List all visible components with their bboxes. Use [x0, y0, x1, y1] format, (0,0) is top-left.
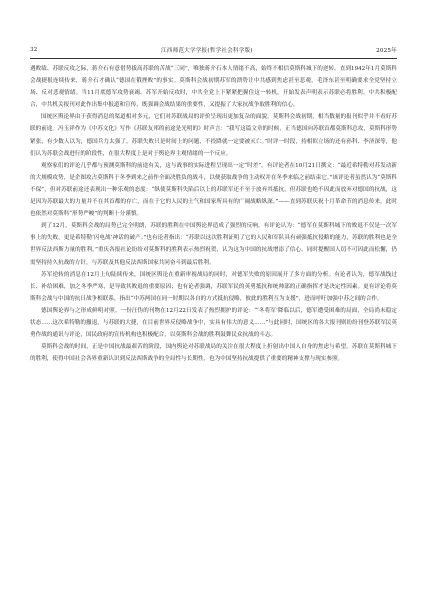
issue-year: 2025年	[376, 48, 397, 54]
paragraph: 国统区舆论界由于获得消息的渠道相对多元，它们对苏联战局的评价呈现出更加复杂的面貌。莫斯科会战初期，相当数量的报刊似乎并不看好苏联的前途。冯玉祥作为《中苏文化》写作《苏联友邦的前途是光明的》时声言：“我写这篇文章的时候，正当德国向苏联首都莫斯科总攻，莫斯科形势紧张，有少数人以为，德国兵力太强了，苏联失败只是时间上的问题，不投降就一定要被灭亡。”时评一时段，持相似立场的还有孙科、李济深等，他们认为苏联会战进行的阶段性，在很大程度上是对于舆论界主观情绪的一个反应。	[30, 114, 397, 157]
article-body	[30, 63, 397, 579]
paragraph: 观察家们的评论几乎都与预测莫斯科的前途有关，这与战事的实际进程呈现出一定“时差”。有评论者在10月21日撰文：“最近希特勒对苏发动新的大规模攻势，是企图攻占莫斯科于冬季到来之前作全面决胜负的战斗，以便获取战争的主动权并在冬季来临之前结束它。”该评论者虽然认为“莫斯科不保”，但对苏联前途还表现出一种乐观的态度：“纵使莫斯科失陷后以上的苏联军还不至于放弃其抵抗，但苏联也绝不因此而放弃对德国的抗战，这是因为苏联最大的力量并不在其首都的存亡，而在于它的人民的士气和国家所具有的广阔战略纵深。”——直到苏联庆祝十月革命节的消息传来，此时也依然对莫斯科“形势严峻”的判断十分谨慎。	[30, 162, 397, 218]
journal-title: 江西师范大学学报(哲学社会科学版)	[161, 48, 253, 54]
page-number: 32	[30, 47, 38, 53]
paragraph: 苏军逆转的消息在12月上旬陆续传来，国统区舆论在重新审视战局的同时，对德军失败的原因展开了多方面的分析。有论者认为，德军战线过长、补给困难，加之冬季严寒，是导致其败退的重要原因；也有论者强调，苏联军民的英勇抵抗和统帅部的正确指挥才是决定性因素。更有评论将莫斯科会战与中国的抗日战争相联系，指出“中苏两国在同一时期以各自的方式抵抗侵略，彼此的胜利互为支援”，进而呼吁加强中苏之间的合作。	[30, 271, 397, 302]
paragraph: 德国舆论界与之形成鲜明对照。一份汪伪的刊物在12月22日发表了热烈拥护的评论：“‘冬将军’降临以后，德军遭受困难的局面，全局尚未稳定状态……这次希特勒的撤退，与苏联的大捷，在目前世界反侵略战争中，实具有伟大的意义……”与此同时，国统区的各大报刊则纷纷刊登苏联军民英勇作战的通讯与评论，国民政府的宣传机构也积极配合，以莫斯科会战的胜利鼓舞民众抗战的斗志。	[30, 307, 397, 339]
running-header	[30, 44, 397, 56]
paragraph: 到了12月，莫斯科会战的局势已完全明朗，苏联的胜利在中国舆论界造成了强烈的反响。有评论认为：“德军在莫斯科城下的败退不仅是一次军事上的失败，更是希特勒‘闪电战’神话的破产。”也有论者指出：“苏联以这次胜利证明了它的人民和军队具有顽强抵抗侵略的能力，苏联的胜利也是全世界反法西斯力量的胜利。”重庆各报社论纷纷对莫斯科的胜利表示热烈祝贺，认为这为中国的抗战增添了信心，同时提醒国人切不可因此而松懈，仍需坚持持久抗战的方针，与苏联及其他反法西斯国家共同奋斗到最后胜利。	[30, 223, 397, 266]
paragraph: 遇败绩、苏联反攻之际，蒋介石有意借势拔高苏联的苦战“三同”，唯独蒋介石本人情绪不高，始终不相信莫斯科城下的逆转。直到1942年1月莫斯科会战捷报连续传来，蒋介石才确认“德国在俄挫败”的事实。莫斯科会战初期苏军的溃势让中共感到焦虑甚至悲观，毛泽东甚至明确要求全党坚持立场、反对悲观情绪。当11月底德军攻势衰竭、苏军开始反攻时，中共全党上下紧紧把握住这一转机，开始发表声明表示苏联必将胜利。中共积极配合，中共机关报刊对此作出集中报道和宣传，既强调会战结果的重要性，又提振了大家抗战争取胜利的信心。	[30, 66, 397, 109]
paragraph: 莫斯科会战的时间，正是中国抗战最艰苦的阶段，国内舆论对苏联战局的关注在很大程度上折射出中国人自身的焦虑与希望。苏联在莫斯科城下的胜利，使得中国社会各界重新认识到反法西斯战争的全局性与长期性，也为中国坚持抗战提供了重要的精神支撑与现实参照。	[30, 344, 397, 363]
header-rule	[30, 58, 397, 59]
